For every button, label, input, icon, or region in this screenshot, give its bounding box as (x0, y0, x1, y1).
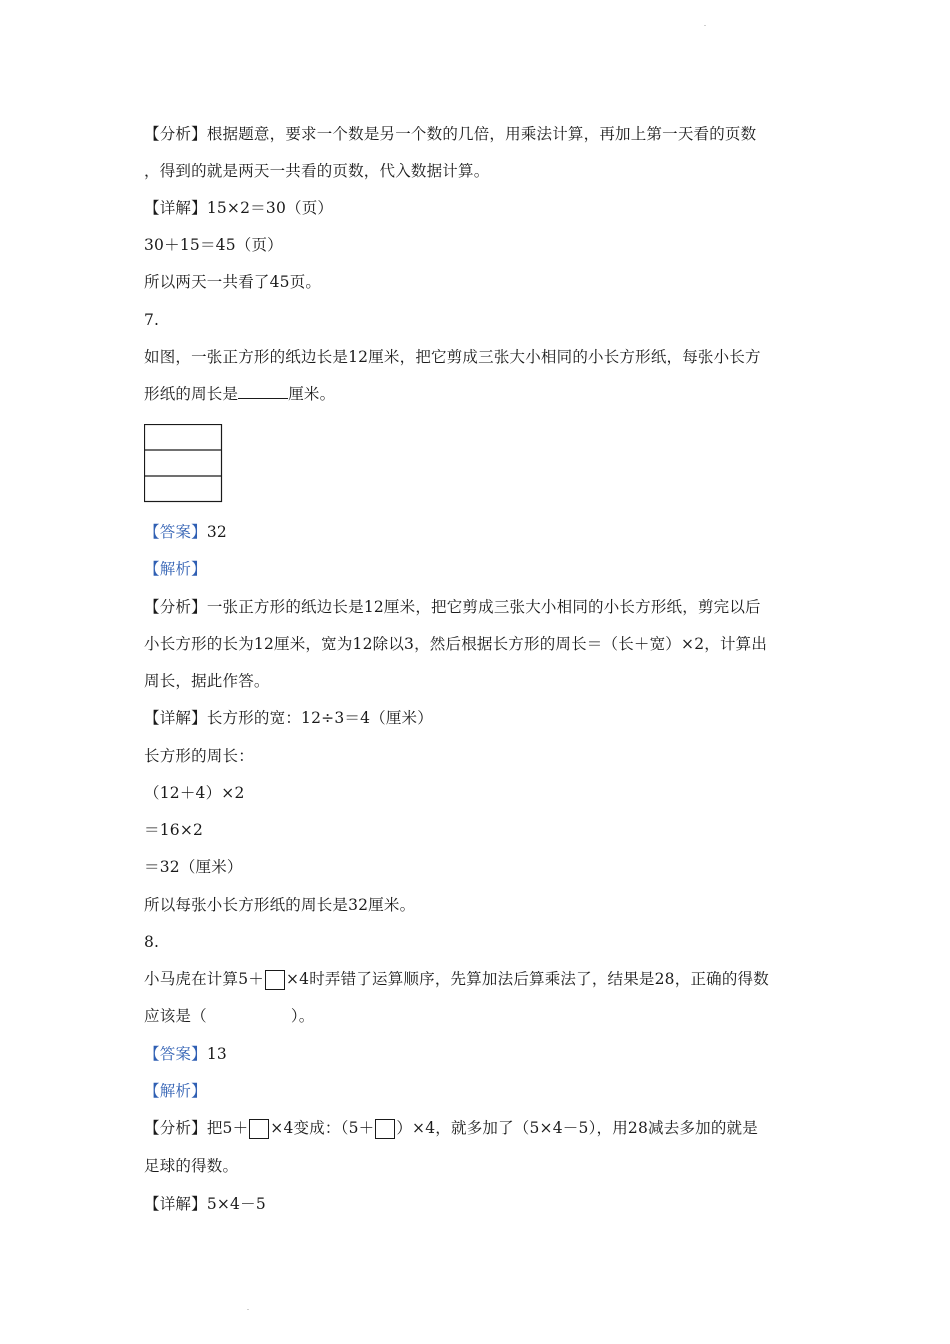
prev-conclusion: 所以两天一共看了45页。 (144, 273, 322, 291)
q7-detail-line-5: ＝32（厘米） (144, 858, 243, 876)
q8-stem-text-c: 应该是（ (144, 1007, 207, 1025)
q8-stem-line-1 (144, 969, 769, 990)
prev-analysis-line-1 (144, 124, 756, 144)
q8-stem-text-d: ）。 (290, 1007, 315, 1025)
prev-detail-tag: 【详解】 (144, 199, 207, 217)
prev-detail-line-2: 30＋15＝45（页） (144, 236, 283, 254)
q8-analysis-text-a: 把5＋ (206, 1119, 249, 1137)
q8-analysis-text-b: ×4变成：（5＋ (270, 1119, 375, 1137)
q7-stem-text-b: 厘米。 (288, 385, 336, 403)
q8-answer-line (144, 1044, 227, 1064)
q8-stem-text-a: 小马虎在计算5＋ (144, 970, 264, 988)
prev-detail-line-1 (144, 198, 333, 218)
q7-analysis-line-2: 小长方形的长为12厘米，宽为12除以3，然后根据长方形的周长＝（长＋宽）×2，计算出 (144, 635, 768, 653)
q7-stem-text-a: 形纸的周长是 (144, 385, 239, 403)
q8-analysis-tag: 【分析】 (144, 1119, 207, 1137)
q8-detail-tag: 【详解】 (144, 1195, 207, 1213)
prev-detail-text-1: 15×2＝30（页） (206, 199, 334, 217)
q8-blank-box (265, 970, 285, 990)
q7-answer-blank (238, 384, 288, 399)
q7-detail-line-4: ＝16×2 (144, 821, 204, 839)
q7-analysis-line-1 (144, 597, 761, 617)
q7-stem-line-1: 如图，一张正方形的纸边长是12厘米，把它剪成三张大小相同的小长方形纸，每张小长方 (144, 348, 761, 366)
prev-analysis-tag: 【分析】 (144, 125, 207, 143)
q8-analysis-text-c: ）×4，就多加了（5×4－5），用28减去多加的就是 (396, 1119, 758, 1137)
q7-analysis-tag: 【分析】 (144, 598, 207, 616)
q8-answer-value: 13 (206, 1045, 227, 1063)
q7-detail-line-1 (144, 708, 433, 728)
prev-analysis-text-1: 根据题意，要求一个数是另一个数的几倍，用乘法计算，再加上第一天看的页数 (206, 125, 757, 143)
q7-answer-value: 32 (206, 523, 227, 541)
q7-answer-tag: 【答案】 (144, 523, 207, 541)
q7-analysis-text-1: 一张正方形的纸边长是12厘米，把它剪成三张大小相同的小长方形纸，剪完以后 (206, 598, 761, 616)
q8-analysis-box-2 (375, 1119, 395, 1139)
q7-detail-text-1: 长方形的宽：12÷3＝4（厘米） (206, 709, 433, 727)
q8-analysis-box-1 (249, 1119, 269, 1139)
q7-number: 7. (144, 311, 160, 329)
q7-detail-tag: 【详解】 (144, 709, 207, 727)
scan-dot-bottom (247, 1309, 249, 1310)
q8-detail-line-1 (144, 1194, 266, 1214)
q8-stem-text-b: ×4时弄错了运算顺序，先算加法后算乘法了，结果是28，正确的得数 (285, 970, 769, 988)
q7-square-outline (145, 425, 222, 502)
prev-analysis-line-2: ，得到的就是两天一共看的页数，代入数据计算。 (144, 162, 490, 180)
q8-analysis-line-2: 足球的得数。 (144, 1157, 239, 1175)
q8-jiexi-tag: 【解析】 (144, 1082, 207, 1100)
q7-detail-line-2: 长方形的周长： (144, 747, 254, 765)
q8-analysis-line-1 (144, 1118, 758, 1139)
q8-stem-line-2 (144, 1006, 314, 1026)
q7-answer-line (144, 522, 227, 542)
scan-dot-top (704, 25, 706, 26)
q7-analysis-line-3: 周长，据此作答。 (144, 672, 270, 690)
q7-square-figure (144, 424, 224, 504)
q7-jiexi-tag: 【解析】 (144, 560, 207, 578)
q8-number: 8. (144, 933, 160, 951)
q8-answer-tag: 【答案】 (144, 1045, 207, 1063)
q7-detail-line-3: （12＋4）×2 (144, 784, 245, 802)
q7-conclusion: 所以每张小长方形纸的周长是32厘米。 (144, 896, 416, 914)
q8-detail-text-1: 5×4－5 (206, 1195, 266, 1213)
q7-stem-line-2 (144, 384, 335, 404)
